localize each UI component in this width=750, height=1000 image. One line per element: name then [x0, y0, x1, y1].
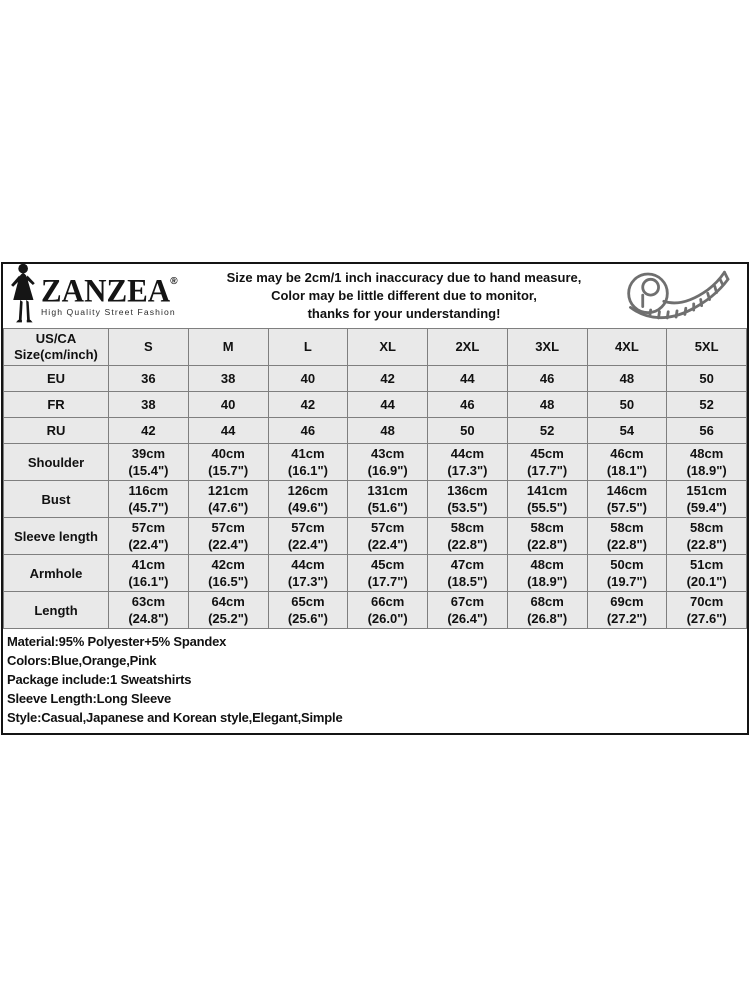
- measurement-cell: [428, 444, 508, 481]
- measurement-cm: 39cm: [131, 446, 165, 461]
- measurement-cell: [507, 518, 587, 555]
- measurement-cm: 151cm: [686, 483, 727, 498]
- measurement-cm: 57cm: [131, 520, 165, 535]
- measurement-cell: [109, 444, 189, 481]
- measurement-inch: (22.4"): [208, 537, 249, 552]
- conversion-cell: 48: [587, 366, 667, 392]
- measurement-cm: 70cm: [690, 594, 724, 609]
- conversion-cell: 50: [667, 366, 747, 392]
- measurement-cell: [109, 555, 189, 592]
- measurement-cell: [268, 555, 348, 592]
- measurement-inch: (19.7"): [606, 574, 647, 589]
- measurement-cell: [268, 481, 348, 518]
- measurement-row-armhole: [4, 555, 747, 592]
- row-label-shoulder: Shoulder: [4, 444, 109, 481]
- measurement-inch: (22.8"): [686, 537, 727, 552]
- measurement-cm: 45cm: [530, 446, 564, 461]
- measurement-cm: 57cm: [211, 520, 245, 535]
- measurement-cell: [348, 518, 428, 555]
- measurement-inch: (16.9"): [367, 463, 408, 478]
- measurement-cell: [348, 444, 428, 481]
- corner-line-2: Size(cm/inch): [14, 347, 98, 362]
- size-header-4xl: 4XL: [587, 329, 667, 366]
- measurement-cm: 58cm: [610, 520, 644, 535]
- measurement-cm: 69cm: [610, 594, 644, 609]
- measurement-cell: [667, 444, 747, 481]
- measurement-inch: (47.6"): [208, 500, 249, 515]
- measurement-cell: [587, 481, 667, 518]
- measurement-inch: (53.5"): [447, 500, 488, 515]
- measurement-cm: 42cm: [211, 557, 245, 572]
- measurement-inch: (26.0"): [367, 611, 408, 626]
- measurement-cm: 51cm: [690, 557, 724, 572]
- measurement-row-sleeve-length: [4, 518, 747, 555]
- measurement-inch: (22.4"): [367, 537, 408, 552]
- size-header-l: L: [268, 329, 348, 366]
- measurement-cm: 64cm: [211, 594, 245, 609]
- measurement-cell: [188, 444, 268, 481]
- conversion-cell: 38: [109, 392, 189, 418]
- conversion-cell: 46: [507, 366, 587, 392]
- size-table: [3, 328, 747, 629]
- measurement-cell: [507, 555, 587, 592]
- measurement-cell: [667, 555, 747, 592]
- measurement-inch: (17.7"): [527, 463, 568, 478]
- size-header-5xl: 5XL: [667, 329, 747, 366]
- measurement-cm: 58cm: [690, 520, 724, 535]
- measurement-cm: 40cm: [211, 446, 245, 461]
- measurement-cell: [188, 555, 268, 592]
- row-label-armhole: Armhole: [4, 555, 109, 592]
- measurement-cell: [587, 518, 667, 555]
- measurement-cell: [587, 592, 667, 629]
- detail-colors: Colors:Blue,Orange,Pink: [7, 653, 157, 668]
- measurement-cm: 41cm: [131, 557, 165, 572]
- measurement-cell: [428, 592, 508, 629]
- conversion-cell: 52: [507, 418, 587, 444]
- measurement-cm: 45cm: [371, 557, 405, 572]
- size-chart-panel: [1, 262, 749, 735]
- measurement-cm: 44cm: [291, 557, 325, 572]
- measurement-cm: 46cm: [610, 446, 644, 461]
- zanzea-logo: [9, 263, 199, 330]
- conversion-cell: 56: [667, 418, 747, 444]
- conversion-cell: 48: [348, 418, 428, 444]
- conversion-cell: 44: [348, 392, 428, 418]
- measurement-cm: 47cm: [450, 557, 484, 572]
- header-band: [3, 264, 747, 328]
- conversion-cell: 44: [428, 366, 508, 392]
- size-header-s: S: [109, 329, 189, 366]
- measurement-inch: (22.4"): [128, 537, 169, 552]
- measurement-cell: [188, 592, 268, 629]
- disclaimer-line-1: Size may be 2cm/1 inch inaccuracy due to hand measure,: [226, 270, 582, 285]
- size-header-row: [4, 329, 747, 366]
- measurement-inch: (22.8"): [606, 537, 647, 552]
- measurement-cell: [348, 592, 428, 629]
- measurement-inch: (16.1"): [128, 574, 169, 589]
- measurement-cm: 48cm: [530, 557, 564, 572]
- disclaimer-line-2: Color may be little different due to monitor,: [271, 288, 537, 303]
- conversion-row-eu: [4, 366, 747, 392]
- conversion-cell: 50: [428, 418, 508, 444]
- measurement-inch: (57.5"): [606, 500, 647, 515]
- measurement-inch: (25.6"): [287, 611, 328, 626]
- detail-material: Material:95% Polyester+5% Spandex: [7, 634, 227, 649]
- measurement-cell: [348, 481, 428, 518]
- measurement-cell: [667, 481, 747, 518]
- measurement-inch: (24.8"): [128, 611, 169, 626]
- measurement-cm: 131cm: [367, 483, 408, 498]
- measurement-cm: 121cm: [207, 483, 249, 498]
- measurement-inch: (26.8"): [527, 611, 568, 626]
- product-details: [3, 629, 747, 733]
- measurement-row-bust: [4, 481, 747, 518]
- measurement-inch: (26.4"): [447, 611, 488, 626]
- measurement-inch: (15.4"): [128, 463, 169, 478]
- measurement-cm: 66cm: [371, 594, 405, 609]
- disclaimer-line-3: thanks for your understanding!: [307, 306, 501, 321]
- measurement-inch: (45.7"): [128, 500, 169, 515]
- measurement-cell: [268, 444, 348, 481]
- row-label-fr: FR: [4, 392, 109, 418]
- measurement-inch: (51.6"): [367, 500, 408, 515]
- measurement-cell: [507, 444, 587, 481]
- measurement-inch: (20.1"): [686, 574, 727, 589]
- measurement-cm: 146cm: [606, 483, 648, 498]
- measurement-cell: [428, 555, 508, 592]
- measurement-inch: (17.3"): [287, 574, 328, 589]
- conversion-cell: 54: [587, 418, 667, 444]
- measurement-cell: [428, 481, 508, 518]
- measurement-inch: (22.8"): [447, 537, 488, 552]
- measurement-cell: [109, 518, 189, 555]
- woman-silhouette-icon: [9, 263, 39, 330]
- measurement-cm: 136cm: [447, 483, 488, 498]
- measurement-cm: 41cm: [291, 446, 325, 461]
- conversion-cell: 40: [188, 392, 268, 418]
- corner-cell: [4, 329, 109, 366]
- measurement-cm: 50cm: [610, 557, 644, 572]
- measurement-cell: [188, 518, 268, 555]
- row-label-bust: Bust: [4, 481, 109, 518]
- measurement-inch: (16.1"): [287, 463, 328, 478]
- measurement-cm: 116cm: [128, 483, 169, 498]
- measurement-cm: 48cm: [690, 446, 724, 461]
- measurement-row-shoulder: [4, 444, 747, 481]
- measurement-cm: 67cm: [450, 594, 484, 609]
- brand-tagline: High Quality Street Fashion: [41, 306, 176, 317]
- size-header-3xl: 3XL: [507, 329, 587, 366]
- measurement-cm: 65cm: [291, 594, 325, 609]
- measurement-cm: 58cm: [530, 520, 564, 535]
- conversion-cell: 40: [268, 366, 348, 392]
- measurement-cm: 141cm: [526, 483, 568, 498]
- measurement-cell: [507, 592, 587, 629]
- size-disclaimer: [199, 269, 613, 323]
- measurement-cm: 63cm: [131, 594, 165, 609]
- measurement-inch: (55.5"): [527, 500, 568, 515]
- measurement-inch: (17.3"): [447, 463, 488, 478]
- size-header-xl: XL: [348, 329, 428, 366]
- measurement-inch: (49.6"): [287, 500, 328, 515]
- measurement-cell: [109, 481, 189, 518]
- measurement-inch: (18.5"): [447, 574, 488, 589]
- conversion-cell: 44: [188, 418, 268, 444]
- registered-trademark: ®: [170, 275, 178, 287]
- measurement-cell: [268, 518, 348, 555]
- measurement-inch: (22.8"): [527, 537, 568, 552]
- measurement-inch: (25.2"): [208, 611, 249, 626]
- measurement-cell: [667, 592, 747, 629]
- conversion-cell: 50: [587, 392, 667, 418]
- detail-sleeve-length: Sleeve Length:Long Sleeve: [7, 691, 172, 706]
- conversion-cell: 42: [268, 392, 348, 418]
- row-label-eu: EU: [4, 366, 109, 392]
- detail-package: Package include:1 Sweatshirts: [7, 672, 192, 687]
- measurement-cell: [507, 481, 587, 518]
- size-header-2xl: 2XL: [428, 329, 508, 366]
- detail-style: Style:Casual,Japanese and Korean style,Elegant,Simple: [7, 710, 343, 725]
- measurement-cell: [109, 592, 189, 629]
- measurement-inch: (18.9"): [686, 463, 727, 478]
- conversion-row-fr: [4, 392, 747, 418]
- conversion-cell: 52: [667, 392, 747, 418]
- row-label-length: Length: [4, 592, 109, 629]
- measuring-tape-icon: [613, 267, 741, 325]
- measurement-cm: 126cm: [287, 483, 329, 498]
- conversion-cell: 46: [428, 392, 508, 418]
- measurement-inch: (59.4"): [686, 500, 727, 515]
- measurement-inch: (15.7"): [208, 463, 249, 478]
- measurement-cm: 57cm: [291, 520, 325, 535]
- measurement-cm: 43cm: [371, 446, 405, 461]
- measurement-cm: 44cm: [450, 446, 484, 461]
- conversion-cell: 42: [348, 366, 428, 392]
- measurement-inch: (17.7"): [367, 574, 408, 589]
- measurement-inch: (27.2"): [606, 611, 647, 626]
- brand-name: ZANZEA: [41, 271, 171, 309]
- measurement-inch: (18.9"): [527, 574, 568, 589]
- measurement-inch: (16.5"): [208, 574, 249, 589]
- conversion-cell: 36: [109, 366, 189, 392]
- row-label-ru: RU: [4, 418, 109, 444]
- conversion-row-ru: [4, 418, 747, 444]
- conversion-cell: 42: [109, 418, 189, 444]
- conversion-cell: 46: [268, 418, 348, 444]
- size-header-m: M: [188, 329, 268, 366]
- measurement-cell: [428, 518, 508, 555]
- measurement-inch: (18.1"): [606, 463, 647, 478]
- measurement-cell: [667, 518, 747, 555]
- measurement-row-length: [4, 592, 747, 629]
- measurement-inch: (27.6"): [686, 611, 727, 626]
- measurement-cm: 68cm: [530, 594, 564, 609]
- measurement-cm: 57cm: [371, 520, 405, 535]
- measurement-inch: (22.4"): [287, 537, 328, 552]
- measurement-cm: 58cm: [450, 520, 484, 535]
- conversion-cell: 38: [188, 366, 268, 392]
- row-label-sleeve-length: Sleeve length: [4, 518, 109, 555]
- measurement-cell: [348, 555, 428, 592]
- corner-line-1: US/CA: [35, 331, 77, 346]
- measurement-cell: [188, 481, 268, 518]
- measurement-cell: [587, 555, 667, 592]
- logo-text: [41, 271, 178, 317]
- measurement-cell: [268, 592, 348, 629]
- conversion-cell: 48: [507, 392, 587, 418]
- measurement-cell: [587, 444, 667, 481]
